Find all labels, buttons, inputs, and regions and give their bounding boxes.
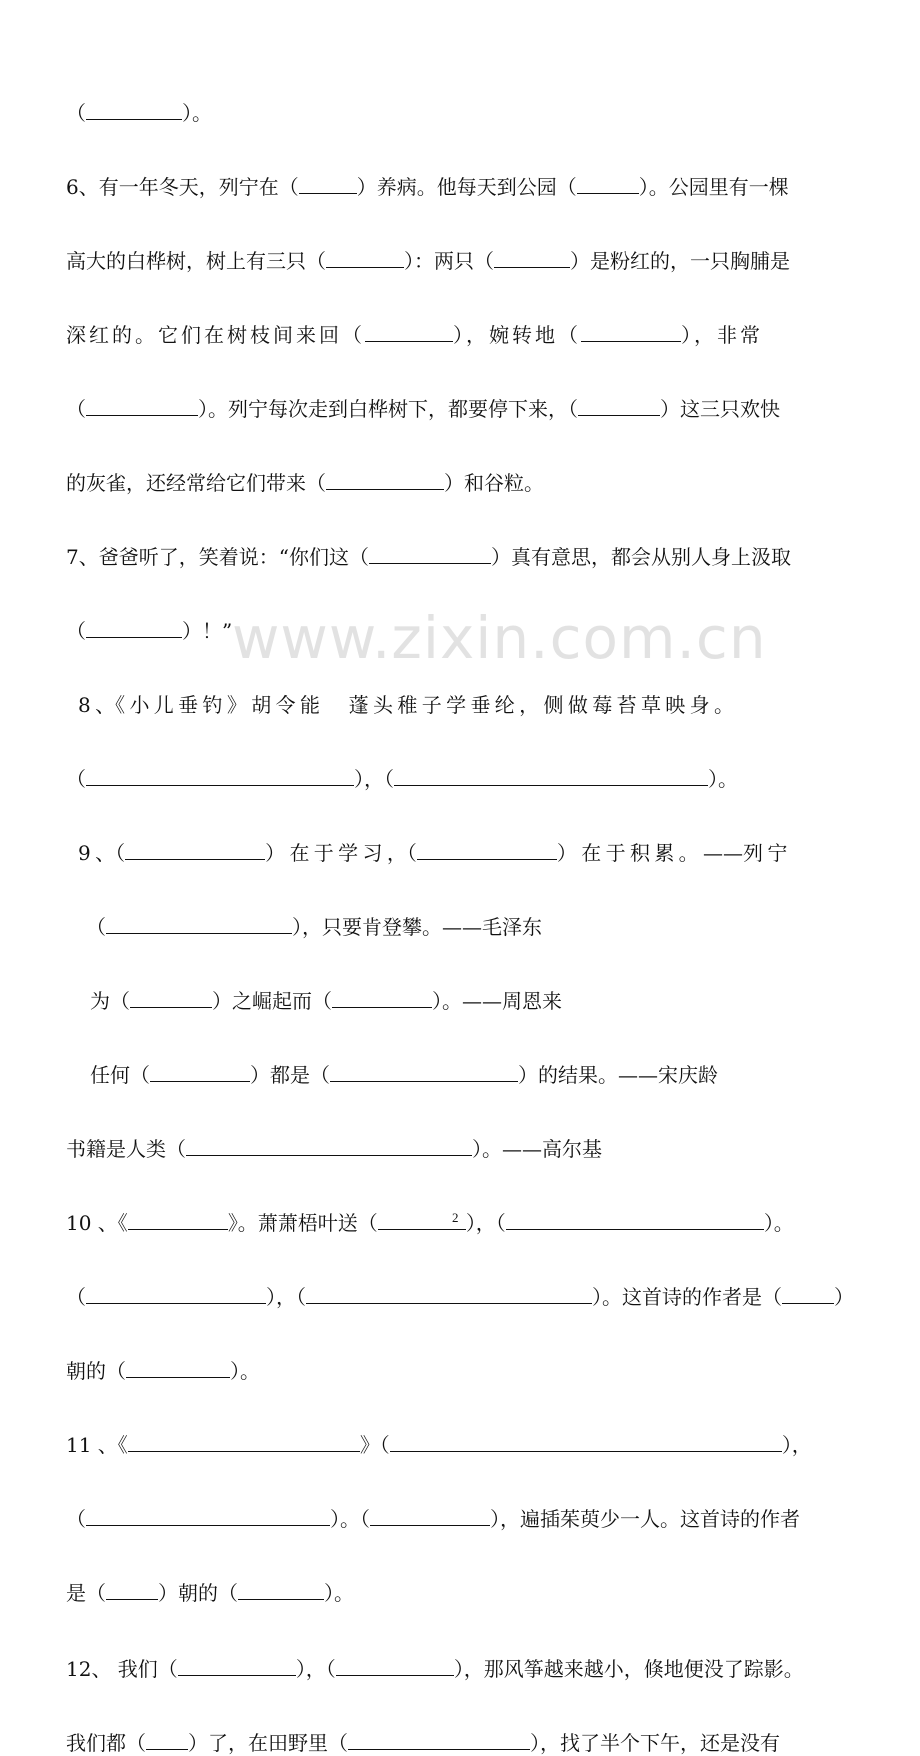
answer-blank[interactable] (150, 1063, 250, 1082)
text-line-1 (66, 100, 920, 126)
text-fragment: ）。 (182, 101, 212, 125)
answer-blank[interactable] (106, 915, 292, 934)
answer-blank[interactable] (146, 1731, 188, 1750)
text-fragment: 7、爸爸听了，笑着说：“你们这（ (66, 545, 369, 569)
text-fragment: （ (66, 101, 86, 125)
text-fragment: ），（ (465, 1211, 506, 1235)
answer-blank[interactable] (326, 471, 444, 490)
question-9-line-4 (90, 1062, 920, 1088)
text-fragment: ）了，在田野里（ (188, 1731, 348, 1755)
question-11-line-3 (66, 1580, 920, 1606)
text-fragment: ），婉转地（ (453, 323, 581, 347)
question-11-line-1 (66, 1432, 920, 1458)
question-10-line-3 (66, 1358, 920, 1384)
answer-blank[interactable] (369, 545, 491, 564)
answer-blank[interactable] (578, 397, 660, 416)
answer-blank[interactable] (86, 1285, 266, 1304)
answer-blank[interactable] (494, 249, 570, 268)
question-9-line-3 (90, 988, 920, 1014)
question-7-line-1 (66, 544, 920, 570)
text-fragment: ），遍插茱萸少一人。这首诗的作者 (490, 1507, 800, 1531)
question-7-line-2 (66, 618, 920, 644)
text-fragment: ）。 (708, 767, 738, 791)
question-9-line-5 (66, 1136, 920, 1162)
answer-blank[interactable] (394, 767, 708, 786)
text-fragment: 我们都（ (66, 1731, 146, 1755)
question-10-line-2 (66, 1284, 920, 1310)
question-9-line-2 (86, 914, 920, 940)
text-fragment: 朝的（ (66, 1359, 126, 1383)
answer-blank[interactable] (86, 1507, 330, 1526)
text-fragment: 高大的白桦树，树上有三只（ (66, 249, 326, 273)
text-fragment: 8 、《 小 儿 垂 钓 》 胡 令 能 蓬 头 稚 子 学 垂 纶 ， 侧 做 莓 苔 草 映 身 。 (78, 693, 735, 717)
text-fragment: 的灰雀，还经常给它们带来（ (66, 471, 326, 495)
text-fragment: ），（ (266, 1285, 306, 1309)
answer-blank[interactable] (128, 1433, 360, 1452)
text-fragment: 》（ (359, 1433, 390, 1457)
text-fragment: （ (66, 1507, 86, 1531)
question-8-line-1 (78, 692, 920, 718)
answer-blank[interactable] (106, 1581, 158, 1600)
question-11-line-2 (66, 1506, 920, 1532)
answer-blank[interactable] (86, 619, 182, 638)
answer-blank[interactable] (238, 1581, 324, 1600)
text-fragment: 10 、《 (66, 1211, 128, 1235)
text-fragment: ）和谷粒。 (444, 471, 544, 495)
text-fragment: 书籍是人类（ (66, 1137, 186, 1161)
answer-blank[interactable] (326, 249, 404, 268)
answer-blank[interactable] (330, 1063, 518, 1082)
text-fragment: 11 、《 (66, 1433, 128, 1457)
text-fragment: ） (834, 1285, 854, 1309)
text-fragment: ）：两只（ (404, 249, 494, 273)
answer-blank[interactable] (378, 1211, 466, 1230)
answer-blank[interactable] (306, 1285, 592, 1304)
text-fragment: ）！” (182, 619, 233, 643)
text-fragment: 6、有一年冬天，列宁在（ (66, 175, 299, 199)
text-fragment: ），（ (295, 1657, 336, 1681)
question-6-line-3 (66, 322, 920, 348)
question-8-line-2 (66, 766, 920, 792)
text-fragment: ）。这首诗的作者是（ (592, 1285, 782, 1309)
answer-blank[interactable] (417, 841, 557, 860)
question-6-line-1 (66, 174, 920, 200)
text-fragment: （ (66, 767, 86, 791)
text-fragment: ）这三只欢快 (660, 397, 780, 421)
text-fragment: 任何（ (90, 1063, 150, 1087)
text-fragment: ）之崛起而（ (212, 989, 332, 1013)
answer-blank[interactable] (336, 1657, 454, 1676)
text-fragment: ） 在 于 学 习 ，（ (265, 841, 417, 865)
text-fragment: （ (66, 1285, 86, 1309)
text-fragment: ），只要肯登攀。——毛泽东 (292, 915, 542, 939)
text-fragment: 9 、（ (78, 841, 126, 865)
text-fragment: ）。 (763, 1211, 794, 1235)
answer-blank[interactable] (128, 1211, 228, 1230)
question-10-line-1 (66, 1210, 920, 1236)
text-fragment: （ (66, 397, 86, 421)
answer-blank[interactable] (506, 1211, 764, 1230)
text-fragment: 为（ (90, 989, 130, 1013)
page-number: 2 (452, 1210, 459, 1225)
answer-blank[interactable] (577, 175, 639, 194)
text-fragment: ）的结果。——宋庆龄 (518, 1063, 718, 1087)
answer-blank[interactable] (348, 1731, 530, 1750)
text-fragment: ）。——高尔基 (472, 1137, 602, 1161)
question-6-line-2 (66, 248, 920, 274)
answer-blank[interactable] (86, 767, 354, 786)
answer-blank[interactable] (186, 1137, 472, 1156)
question-6-line-4 (66, 396, 920, 422)
answer-blank[interactable] (178, 1657, 296, 1676)
answer-blank[interactable] (390, 1433, 782, 1452)
text-fragment: ），那风筝越来越小，倏地便没了踪影。 (453, 1657, 804, 1681)
text-fragment: （ (86, 915, 106, 939)
answer-blank[interactable] (86, 101, 182, 120)
text-fragment: ），非常 (681, 323, 763, 347)
text-fragment: ）都是（ (250, 1063, 330, 1087)
text-fragment: ）。 (324, 1581, 354, 1605)
text-fragment: ）养病。他每天到公园（ (356, 175, 577, 199)
text-fragment: ）朝的（ (158, 1581, 238, 1605)
answer-blank[interactable] (332, 989, 432, 1008)
answer-blank[interactable] (299, 175, 357, 194)
text-fragment: ）。——周恩来 (432, 989, 562, 1013)
text-fragment: ）。公园里有一棵 (638, 175, 789, 199)
answer-blank[interactable] (130, 989, 212, 1008)
text-fragment: ） 在 于 积 累 。 ——列 宁 (556, 841, 788, 865)
question-9-line-1 (78, 840, 920, 866)
text-fragment: ）真有意思，都会从别人身上汲取 (490, 545, 791, 569)
text-fragment: ），（ (354, 767, 394, 791)
text-fragment: 深红的。它们在树枝间来回（ (66, 323, 365, 347)
answer-blank[interactable] (86, 397, 198, 416)
text-fragment: ）， (781, 1433, 812, 1457)
answer-blank[interactable] (370, 1507, 490, 1526)
answer-blank[interactable] (365, 323, 453, 342)
answer-blank[interactable] (581, 323, 681, 342)
text-fragment: 是（ (66, 1581, 106, 1605)
answer-blank[interactable] (125, 841, 265, 860)
text-fragment: ）。 (230, 1359, 260, 1383)
text-fragment: ），找了半个下午，还是没有 (530, 1731, 780, 1755)
text-fragment: ）。列宁每次走到白桦树下，都要停下来，（ (198, 397, 578, 421)
answer-blank[interactable] (126, 1359, 230, 1378)
text-fragment: 》。萧萧梧叶送（ (227, 1211, 378, 1235)
question-12-line-1 (66, 1656, 920, 1682)
text-fragment: ）。（ (330, 1507, 370, 1531)
text-fragment: ）是粉红的，一只胸脯是 (570, 249, 790, 273)
question-6-line-5 (66, 470, 920, 496)
watermark: www.zixin.com.cn (232, 604, 767, 672)
answer-blank[interactable] (782, 1285, 834, 1304)
question-12-line-2 (66, 1730, 920, 1756)
text-fragment: 12、 我们（ (66, 1657, 178, 1681)
text-fragment: （ (66, 619, 86, 643)
